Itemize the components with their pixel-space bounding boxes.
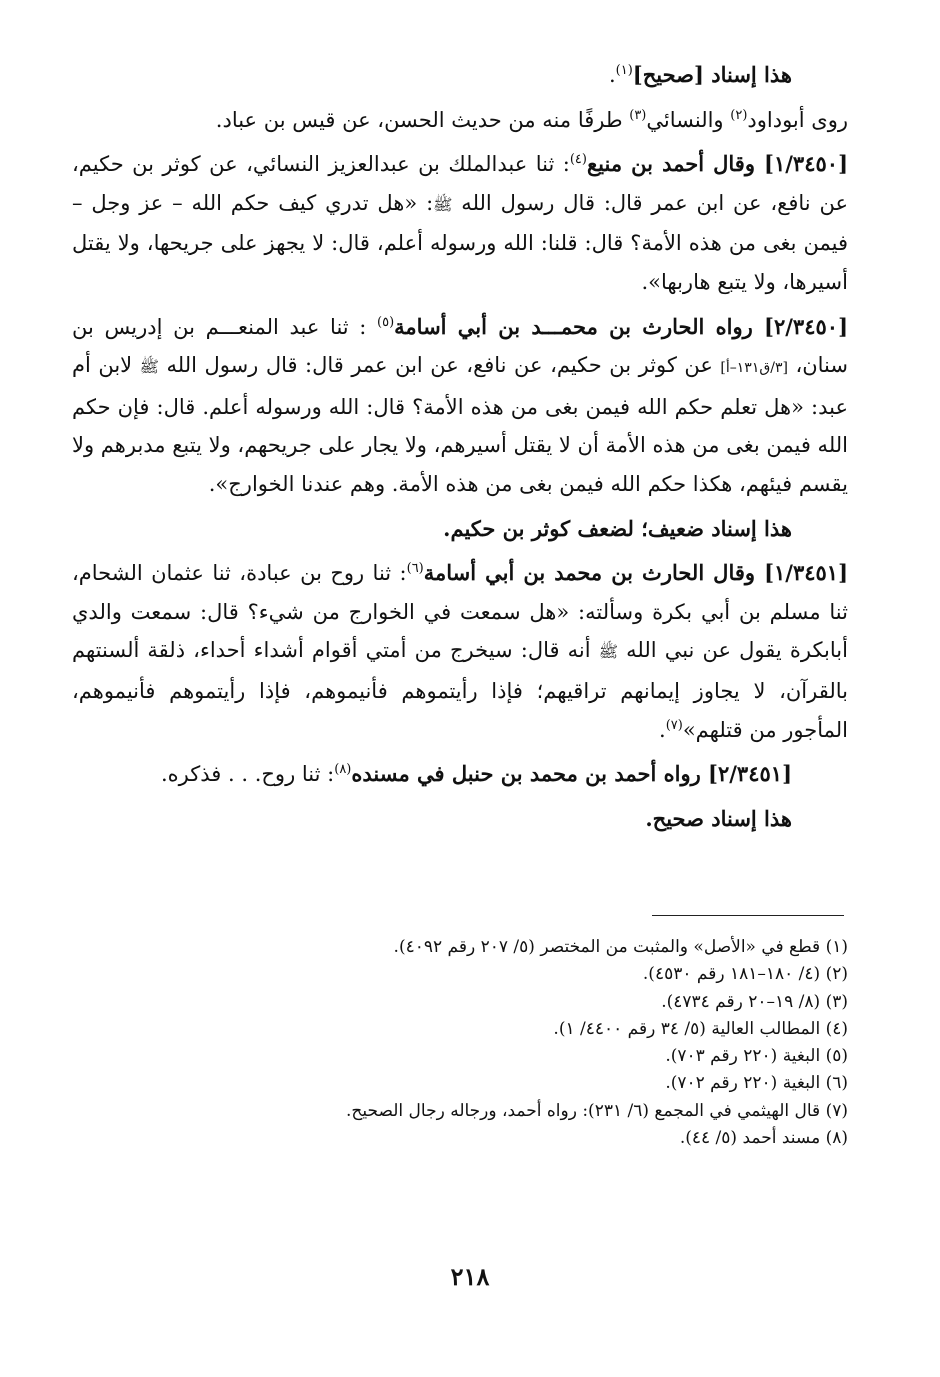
narrator-heading: [صحيح] <box>632 62 704 87</box>
footnote-separator <box>652 915 844 916</box>
narrator-heading: هذا إسناد ضعيف؛ لضعف كوثر بن حكيم. <box>443 515 792 541</box>
paragraph <box>72 510 848 549</box>
footnote-marker: (٧) <box>665 717 683 733</box>
footnote-marker: (٣) <box>629 107 647 123</box>
narrator-heading: هذا إسناد صحيح. <box>645 805 792 831</box>
paragraph <box>72 800 848 839</box>
footnotes <box>72 934 848 1152</box>
narrator-heading: وقال الحارث بن محمد بن أبي أسامة <box>423 560 765 586</box>
paragraph <box>72 308 848 504</box>
text-run: طرفًا منه من حديث الحسن، عن قيس بن عباد. <box>215 107 630 132</box>
footnote: (١) قطع في «الأصل» والمثبت من المختصر (٥/ ٢٠٧ رقم ٤٠٩٢). <box>393 937 848 957</box>
footnote: (٤) المطالب العالية (٥/ ٣٤ رقم ٤٤٠٠/ ١). <box>553 1018 848 1039</box>
text-run: أنه قال: سيخرج من أمتي أقوام أشداء أحداء، ذلقة ألسنتهم بالقرآن، لا يجاوز إيمانهم تراقيهم؛ فإذا رأيتموهم فأنيموهم، فإذا رأيتموهم فأنيموهم، المأجور من قتلهم» <box>72 638 848 742</box>
footnote-marker: (٥) <box>377 314 395 330</box>
footnote: (٥) البغية (٢٢٠ رقم ٧٠٣). <box>665 1046 848 1067</box>
manuscript-reference: [٣/ق١٣١–أ] <box>720 360 788 377</box>
paragraph <box>72 145 848 301</box>
narrator-heading: رواه أحمد بن محمد بن حنبل في مسنده <box>351 761 709 787</box>
paragraph <box>72 56 848 95</box>
salutation-glyph: ﷺ <box>139 357 159 377</box>
footnote: (٣) (٨/ ١٩–٢٠ رقم ٤٧٣٤). <box>661 991 848 1012</box>
text-run: : ثنا عبد المنعـــم بن إدريس بن سنان، <box>72 314 848 378</box>
hadith-reference: [١/٣٤٥٠] <box>764 151 848 177</box>
footnote: (٦) البغية (٢٢٠ رقم ٧٠٢). <box>665 1073 848 1094</box>
paragraph <box>72 755 848 794</box>
footnote: (٨) مسند أحمد (٥/ ٤٤). <box>679 1128 848 1149</box>
text-run: والنسائي <box>646 107 731 132</box>
salutation-glyph: ﷺ <box>433 194 453 214</box>
footnote-marker: (٢) <box>730 107 748 123</box>
narrator-heading: رواه الحارث بن محمـــد بن أبي أسامة <box>394 313 765 339</box>
narrator-heading: هذا إسناد <box>703 62 792 87</box>
text-run: . <box>608 63 616 87</box>
main-text <box>72 56 848 838</box>
page-body <box>72 56 848 844</box>
footnote: (٢) (٤/ ١٨٠–١٨١ رقم ٤٥٣٠). <box>642 964 848 985</box>
text-run: روى أبوداود <box>747 107 848 132</box>
paragraph <box>72 101 848 140</box>
hadith-reference: [١/٣٤٥١] <box>764 560 849 586</box>
footnote-marker: (١) <box>615 63 633 78</box>
salutation-glyph: ﷺ <box>598 642 619 662</box>
footnote-marker: (٦) <box>406 561 424 577</box>
hadith-reference: [٢/٣٤٥١] <box>708 761 792 787</box>
text-run: . <box>659 717 666 742</box>
footnote: (٧) قال الهيثمي في المجمع (٦/ ٢٣١): رواه أحمد، ورجاله رجال الصحيح. <box>346 1100 848 1121</box>
narrator-heading: وقال أحمد بن منيع <box>586 151 765 177</box>
paragraph <box>72 554 848 749</box>
footnote-marker: (٤) <box>569 152 587 168</box>
text-run: : «هل تدري كيف حكم الله – عز وجل – فيمن بغى من هذه الأمة؟ قال: قلنا: الله ورسوله أعلم، قال: لا يجهز على جريحها، ولا يقتل أسيرها، ولا يتبع هاربها». <box>72 190 848 294</box>
text-run: : ثنا روح. . . فذكره. <box>161 762 335 787</box>
text-run: : ثنا روح بن عبادة، ثنا عثمان الشحام، ثنا مسلم بن أبي بكرة وسألته: «هل سمعت في الخوارج من شيء؟ قال: سمعت والدي أبابكرة يقول عن نبي الله <box>72 561 848 663</box>
footnote-marker: (٨) <box>334 762 352 778</box>
text-run: لابن أم عبد: «هل تعلم حكم الله فيمن بغى من هذه الأمة؟ قال: الله ورسوله أعلم. قال: فإن حكم الله فيمن بغى من هذه الأمة أن لا يقتل أسيرهم، ولا يجار على جريحهم، ولا يتبع مدبرهم ولا يقسم فيئهم، هكذا حكم الله فيمن بغى من هذه الأمة. وهم عندنا الخوارج». <box>72 353 848 496</box>
page-number: ٢١٨ <box>450 1262 490 1291</box>
text-run: : ثنا عبدالملك بن عبدالعزيز النسائي، عن كوثر بن حكيم، عن نافع، عن ابن عمر قال: قال رسول الله <box>72 152 848 215</box>
hadith-reference: [٢/٣٤٥٠] <box>764 313 848 339</box>
text-run: عن كوثر بن حكيم، عن نافع، عن ابن عمر قال: قال رسول الله <box>159 353 721 378</box>
